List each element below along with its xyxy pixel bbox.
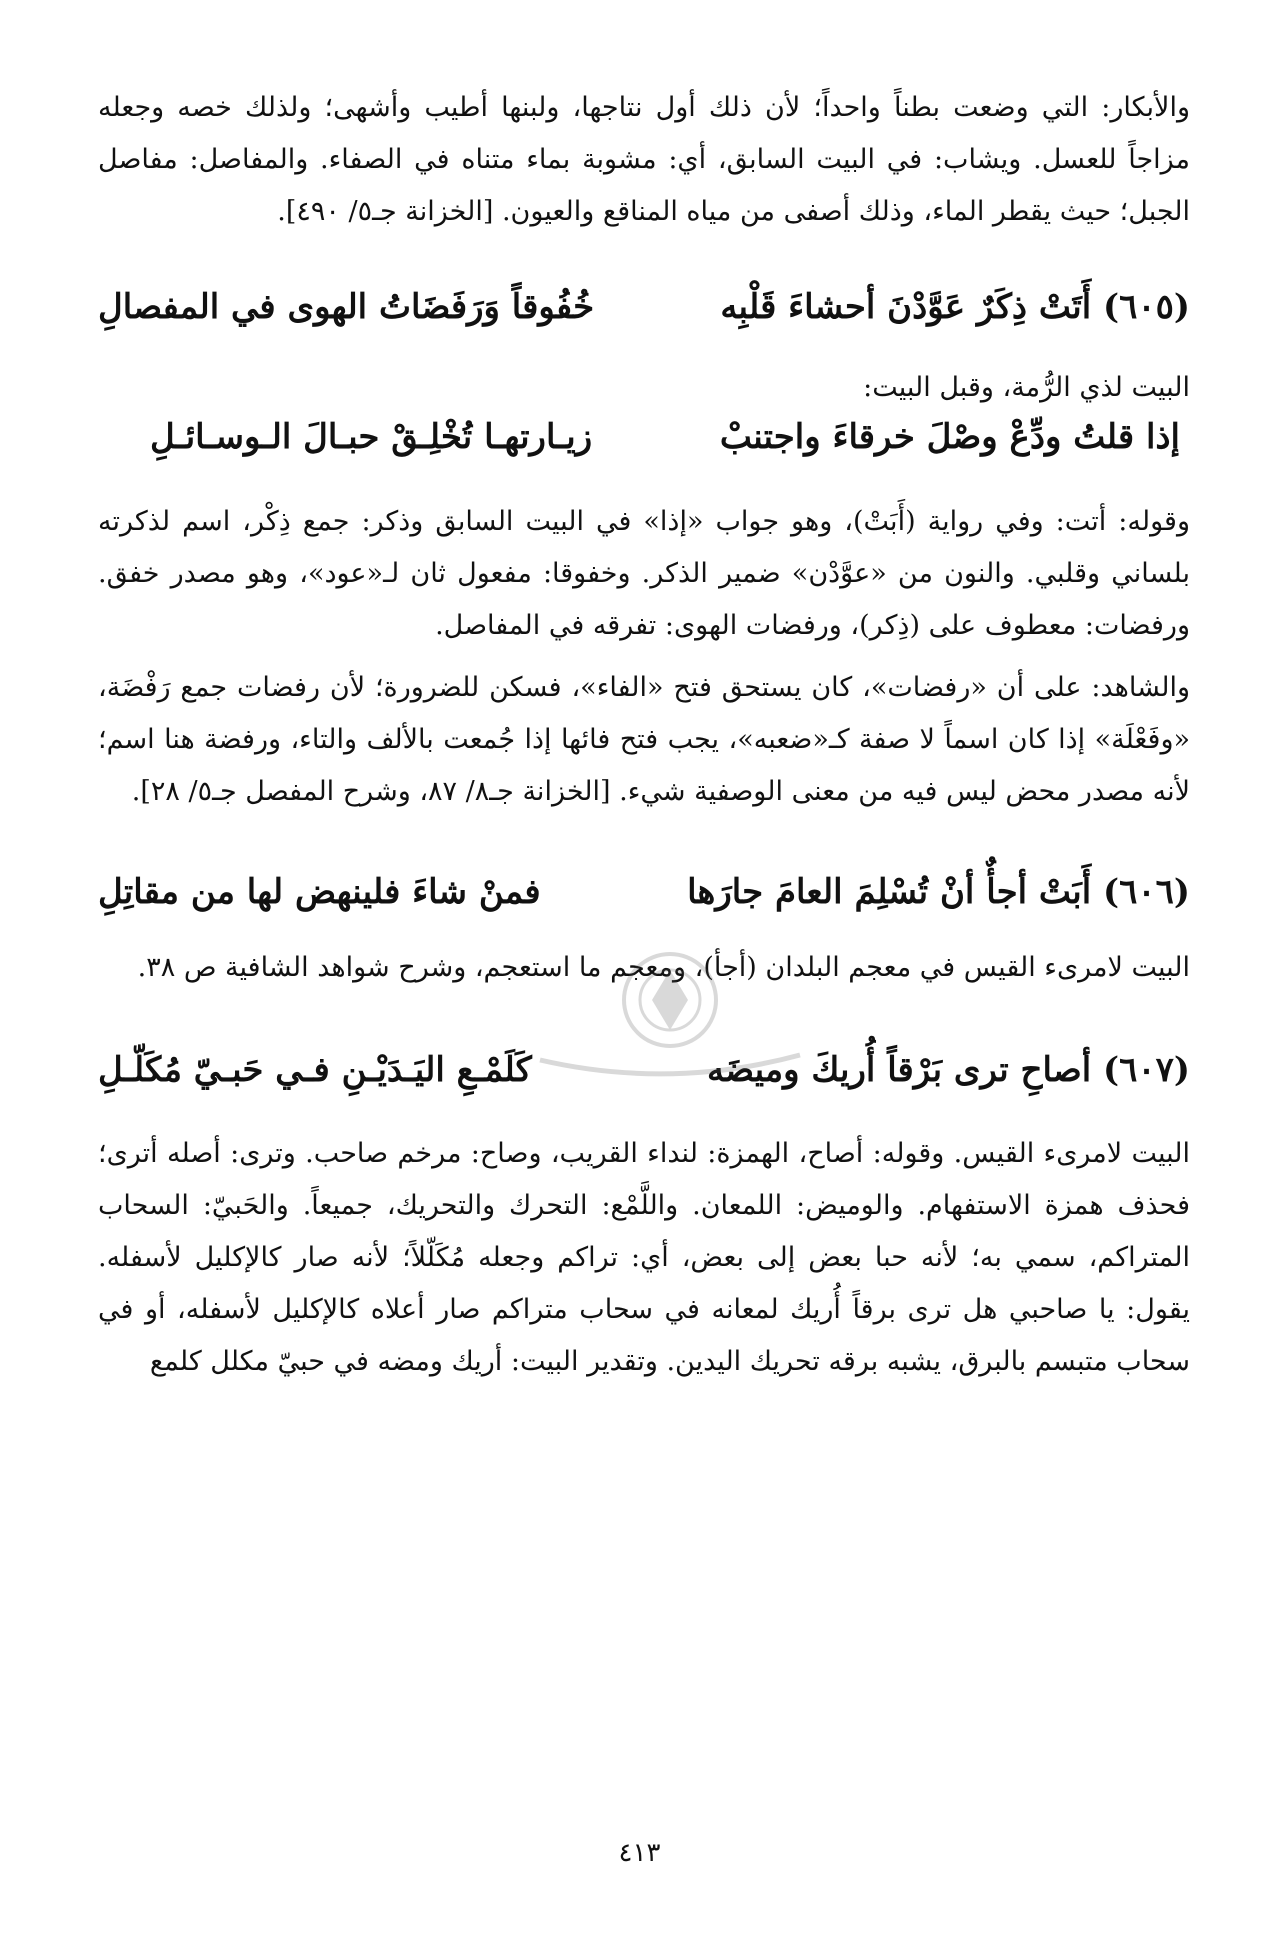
- verse-first-hemistich: إذا قلتُ ودِّعْ وصْلَ خرقاءَ واجتنبْ: [719, 417, 1180, 457]
- verse-number: (٦٠٦): [1103, 872, 1190, 912]
- page-number: ٤١٣: [618, 1838, 661, 1868]
- verse-second-hemistich: زيـارتهـا تُخْلِـقْ حبـالَ الـوسـائـلِ: [150, 417, 593, 457]
- verse-second-hemistich: كَلَمْـعِ اليَـدَيْـنِ فـي حَبـيّ مُكَلّـلِ: [98, 1050, 532, 1090]
- paragraph-text: البيت لذي الرُّمة، وقبل البيت:: [863, 372, 1190, 403]
- paragraph-4: [98, 662, 1190, 818]
- paragraph-text: البيت لامرىء القيس. وقوله: أصاح، الهمزة: لنداء القريب، وصاح: مرخم صاحب. وترى: أصله أترى؛ فحذف همزة الاستفهام. والوميض: اللمعان. واللَّمْع: التحرك والتحريك، جميعاً. والحَبيّ: السحاب المتراكم، سمي به؛ لأنه حبا بعض إلى بعض، أي: تراكم وجعله مُكَلّلاً؛ لأنه صار كالإكليل لأسفله. يقول: يا صاحبي هل ترى برقاً أُريك لمعانه في سحاب متراكم صار أعلاه كالإكليل لأسفله، أو في سحاب متبسم بالبرق، يشبه برقه تحريك اليدين. وتقدير البيت: أريك ومضه في حبيّ مكلل كلمع: [98, 1138, 1190, 1377]
- paragraph-text: والشاهد: على أن «رفضات»، كان يستحق فتح «الفاء»، فسكن للضرورة؛ لأن رفضات جمع رَفْضَة، «وفَعْلَة» إذا كان اسماً لا صفة كـ«ضعبه»، يجب فتح فائها إذا جُمعت بالألف والتاء، ورفضة هنا اسم؛ لأنه مصدر محض ليس فيه من معنى الوصفية شيء. [الخزانة جـ٨/ ٨٧، وشرح المفصل جـ٥/ ٢٨].: [98, 672, 1190, 807]
- paragraph-text: والأبكار: التي وضعت بطناً واحداً؛ لأن ذلك أول نتاجها، ولبنها أطيب وأشهى؛ ولذلك خصه وجعله مزاجاً للعسل. ويشاب: في البيت السابق، أي: مشوبة بماء متناه في الصفاء. والمفاصل: مفاصل الجبل؛ حيث يقطر الماء، وذلك أصفى من مياه المناقع والعيون. [الخزانة جـ٥/ ٤٩٠].: [98, 92, 1190, 227]
- verse-second-hemistich: خُفُوقاً وَرَفَضَاتُ الهوى في المفصالِ: [98, 287, 595, 327]
- paragraph-2: [98, 362, 1190, 414]
- paragraph-6: [98, 1128, 1190, 1388]
- verse-606: [98, 872, 1190, 912]
- paragraph-1: [98, 82, 1190, 238]
- verse-previous: [150, 417, 1180, 457]
- paragraph-text: وقوله: أتت: وفي رواية (أَبَتْ)، وهو جواب «إذا» في البيت السابق وذكر: جمع ذِكْر، اسم لذكرته بلساني وقلبي. والنون من «عوَّدْن» ضمير الذكر. وخفوقا: مفعول ثان لـ«عود»، وهو مصدر خفق. ورفضات: معطوف على (ذِكر)، ورفضات الهوى: تفرقه في المفاصل.: [98, 506, 1190, 641]
- verse-first-hemistich: (٦٠٧) أصاحِ ترى بَرْقاً أُريكَ وميضَه: [706, 1050, 1190, 1090]
- verse-first-hemistich: (٦٠٥) أَتَتْ ذِكَرٌ عَوَّدْنَ أحشاءَ قَلْبِه: [720, 287, 1190, 327]
- paragraph-3: [98, 496, 1190, 652]
- library-stamp-watermark: [520, 940, 820, 1090]
- verse-first-hemistich: (٦٠٦) أَبَتْ أجأٌ أنْ تُسْلِمَ العامَ جارَها: [687, 872, 1190, 912]
- verse-number: (٦٠٧): [1103, 1050, 1190, 1090]
- verse-605: [98, 287, 1190, 327]
- verse-number: (٦٠٥): [1103, 287, 1190, 327]
- paragraph-text: البيت لامرىء القيس في معجم البلدان (أجأ)، ومعجم ما استعجم، وشرح شواهد الشافية ص ٣٨.: [137, 952, 1190, 983]
- verse-second-hemistich: فمنْ شاءَ فلينهض لها من مقاتِلِ: [98, 872, 541, 912]
